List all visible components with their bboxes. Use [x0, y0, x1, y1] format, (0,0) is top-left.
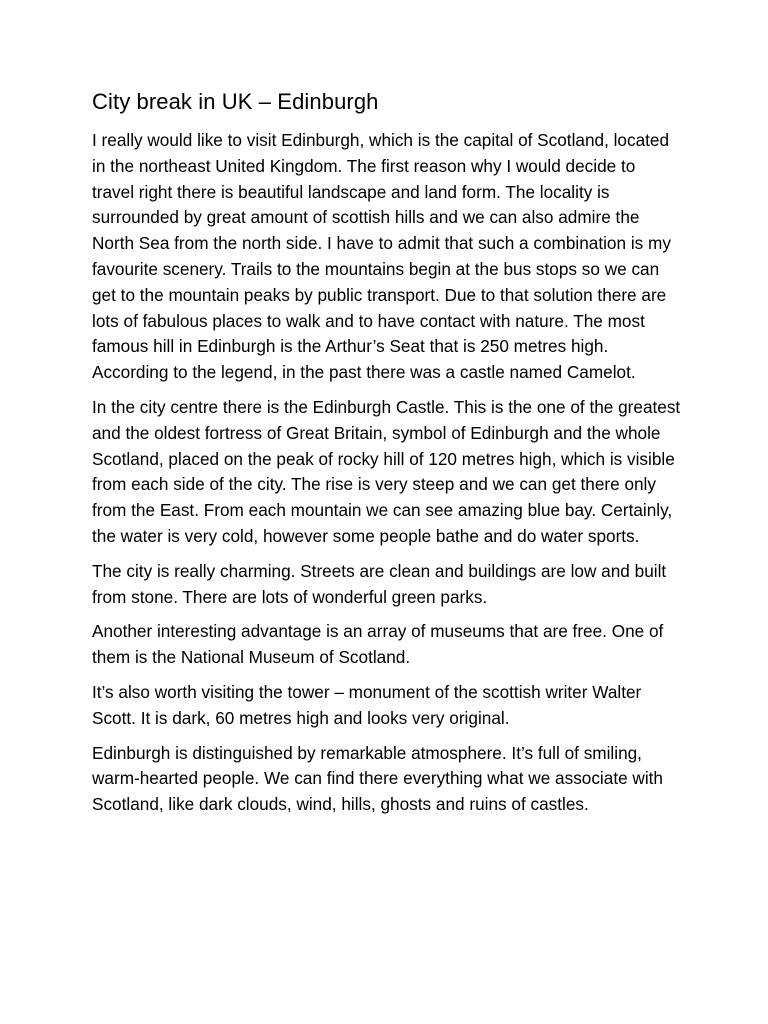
- paragraph-atmosphere: Edinburgh is distinguished by remarkable atmosphere. It’s full of smiling, warm-hearted people. We can find there everything what we associate with Scotland, like dark clouds, wind, hills, ghosts and ruins of castles.: [92, 742, 663, 815]
- paragraph-museums: Another interesting advantage is an array of museums that are free. One of them is the National Museum of Scotland.: [92, 621, 664, 668]
- document-title: City break in UK – Edinburgh: [92, 89, 379, 114]
- document-body: [92, 86, 682, 827]
- paragraph-landscape: I really would like to visit Edinburgh, which is the capital of Scotland, located in the northeast United Kingdom. The first reason why I would decide to travel right there is beautiful landscape and land form. The locality is surrounded by great amount of scottish hills and we can also admire the North Sea from the north side. I have to admit that such a combination is my favourite scenery. Trails to the mountains begin at the bus stops so we can get to the mountain peaks by public transport. Due to that solution there are lots of fabulous places to walk and to have contact with nature. The most famous hill in Edinburgh is the Arthur’s Seat that is 250 metres high. According to the legend, in the past there was a castle named Camelot.: [92, 130, 671, 383]
- paragraph-city: The city is really charming. Streets are clean and buildings are low and built from stone. There are lots of wonderful green parks.: [92, 560, 667, 607]
- paragraph-tower: It’s also worth visiting the tower – monument of the scottish writer Walter Scott. It is dark, 60 metres high and looks very original.: [92, 681, 642, 728]
- paragraph-castle: In the city centre there is the Edinburgh Castle. This is the one of the greatest and the oldest fortress of Great Britain, symbol of Edinburgh and the whole Scotland, placed on the peak of rocky hill of 120 metres high, which is visible from each side of the city. The rise is very steep and we can get there only from the East. From each mountain we can see amazing blue bay. Certainly, the water is very cold, however some people bathe and do water sports.: [92, 396, 681, 546]
